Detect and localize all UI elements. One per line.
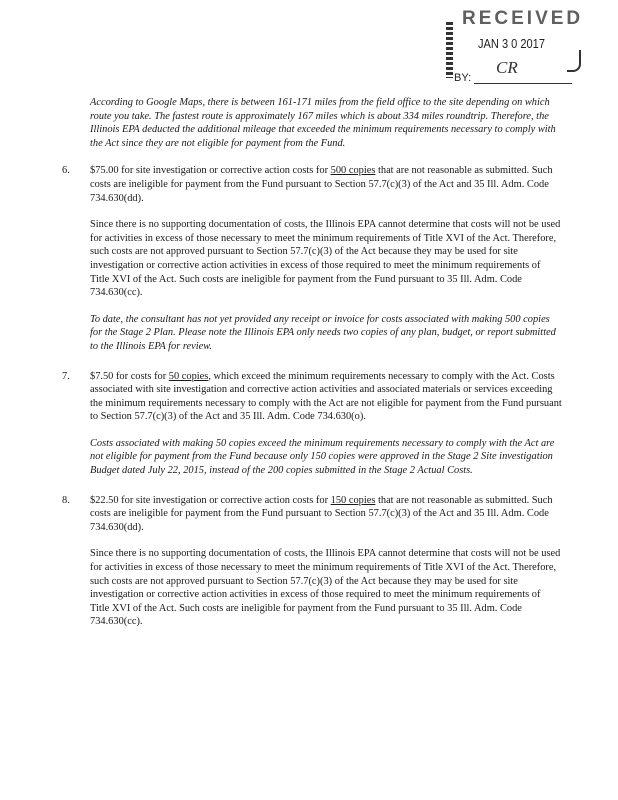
item-7-lead-b: , which exceed the minimum requirements necessary to comply with the Act. Costs associated with site investigation and corrective action activities and associated materials or services exceeding the minimum requirements necessary to comply with the Act are not eligible for payment from the Fund pursuant to Section 57.7(c)(3) of the Act and 35 Ill. Adm. Code 734.630(o).: [90, 370, 562, 423]
item-7-note: Costs associated with making 50 copies exceed the minimum requirements necessary to comply with the Act are not eligible for payment from the Fund because only 150 copies were approved in the Stage 2 Site investigation Budget dated July 22, 2015, instead of the 200 copies submitted in the Stage 2 Actual Costs.: [90, 437, 555, 477]
item-6-lead-b: that are not reasonable as submitted. Such costs are ineligible for payment from the Fund pursuant to Section 57.7(c)(3) of the Act and 35 Ill. Adm. Code 734.630(dd).: [90, 165, 553, 204]
item-6-lead-underlined: 500 copies: [330, 165, 376, 177]
stamp-received-text: RECEIVED: [462, 8, 584, 29]
item-8-lead-a: $22.50 for site investigation or corrective action costs for: [90, 494, 331, 506]
item-8-paragraph-2: Since there is no supporting documentation of costs, the Illinois EPA cannot determine that costs will not be used for activities in excess of those necessary to meet the minimum requirements of Title XVI of the Act. Therefore, such costs are not approved pursuant to Section 57.7(c)(3) of the Act because they may be used for site investigation or corrective action activities in excess of those required to meet the minimum requirements of Title XVI of the Act. Such costs are ineligible for payment from the Fund pursuant to 35 Ill. Adm. Code 734.630(cc).: [90, 548, 561, 628]
stamp-bracket-mark: [446, 22, 453, 78]
item-7-lead: [90, 370, 562, 424]
item-6-lead-a: $75.00 for site investigation or corrective action costs for: [90, 165, 331, 177]
item-8: [62, 494, 562, 629]
item-8-lead-underlined: 150 copies: [330, 494, 376, 506]
item-7: [62, 370, 562, 478]
stamp-signature-line: [474, 83, 572, 84]
item-7-lead-a: $7.50 for costs for: [90, 370, 169, 382]
document-body: [62, 96, 562, 629]
item-6-paragraph-2: Since there is no supporting documentation of costs, the Illinois EPA cannot determine that costs will not be used for activities in excess of those necessary to meet the minimum requirements of Title XVI of the Act. Therefore, such costs are not approved pursuant to Section 57.7(c)(3) of the Act because they may be used for site investigation or corrective action activities in excess of those required to meet the minimum requirements of Title XVI of the Act. Such costs are ineligible for payment from the Fund pursuant to 35 Ill. Adm. Code 734.630(cc).: [90, 219, 561, 299]
item-8-lead-b: that are not reasonable as submitted. Such costs are ineligible for payment from the Fund pursuant to Section 57.7(c)(3) of the Act and 35 Ill. Adm. Code 734.630(dd).: [90, 494, 553, 533]
stamp-date: JAN 3 0 2017: [478, 36, 545, 51]
item-6-note: To date, the consultant has not yet provided any receipt or invoice for costs associated with making 500 copies for the Stage 2 Plan. Please note the Illinois EPA only needs two copies of any plan, budget, or report submitted to the Illinois EPA for review.: [90, 313, 556, 352]
stamp-initials: CR: [496, 58, 518, 77]
item-8-number: 8.: [62, 494, 70, 506]
item-7-number: 7.: [62, 370, 70, 382]
received-stamp: [440, 6, 585, 88]
item-7-lead-underlined: 50 copies: [168, 370, 209, 382]
item-6-lead: [90, 164, 562, 205]
intro-paragraph: According to Google Maps, there is between 161-171 miles from the field office to the site depending on which route you take. The fastest route is approximately 167 miles which is about 334 miles roundtrip. Therefore, the Illinois EPA deducted the additional mileage that exceeded the minimum requirements necessary to comply with the Act since they are not eligible for payment from the Fund.: [90, 97, 556, 149]
stamp-hook-mark: [567, 50, 581, 72]
stamp-by-label: BY:: [454, 72, 472, 84]
item-6: [62, 164, 562, 353]
item-8-lead: [90, 494, 562, 535]
item-6-number: 6.: [62, 165, 70, 177]
